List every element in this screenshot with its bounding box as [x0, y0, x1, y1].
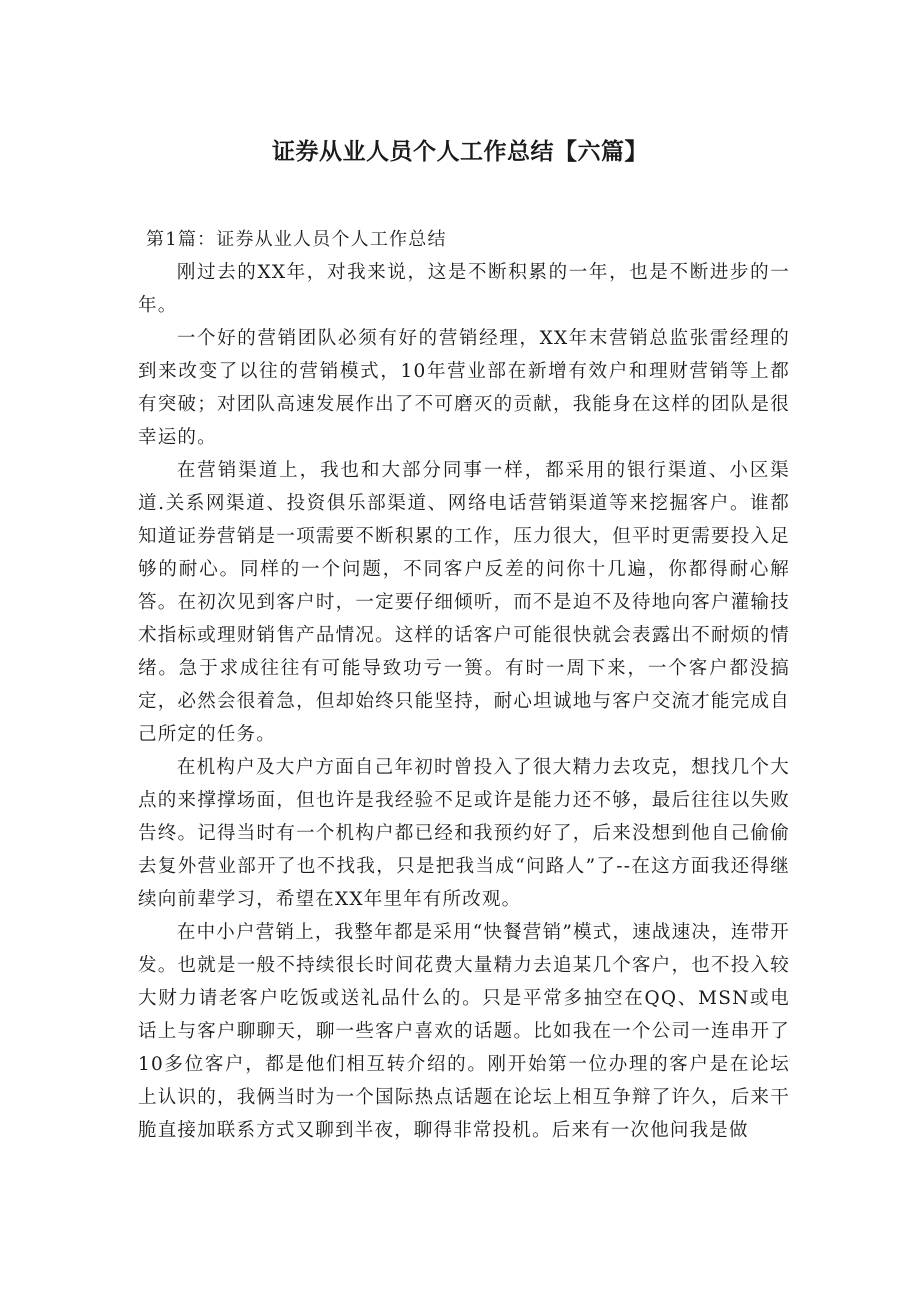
- document-body: [138, 223, 790, 1147]
- paragraph-3: 在营销渠道上，我也和大部分同事一样，都采用的银行渠道、小区渠道.关系网渠道、投资俱乐部渠道、网络电话营销渠道等来挖掘客户。谁都知道证券营销是一项需要不断积累的工作，压力很大，但平时更需要投入足够的耐心。同样的一个问题，不同客户反差的问你十几遍，你都得耐心解答。在初次见到客户时，一定要仔细倾听，而不是迫不及待地向客户灌输技术指标或理财销售产品情况。这样的话客户可能很快就会表露出不耐烦的情绪。急于求成往往有可能导致功亏一篑。有时一周下来，一个客户都没搞定，必然会很着急，但却始终只能坚持，耐心坦诚地与客户交流才能完成自己所定的任务。: [138, 460, 790, 745]
- paragraph-4: 在机构户及大户方面自己年初时曾投入了很大精力去攻克，想找几个大点的来撑撑场面，但也许是我经验不足或许是能力还不够，最后往往以失败告终。记得当时有一个机构户都已经和我预约好了，后来没想到他自己偷偷去复外营业部开了也不找我，只是把我当成“问路人”了--在这方面我还得继续向前辈学习，希望在XX年里年有所改观。: [138, 757, 790, 910]
- paragraph-5: 在中小户营销上，我整年都是采用“快餐营销”模式，速战速决，连带开发。也就是一般不持续很长时间花费大量精力去追某几个客户，也不投入较大财力请老客户吃饭或送礼品什么的。只是平常多抽空在QQ、MSN或电话上与客户聊聊天，聊一些客户喜欢的话题。比如我在一个公司一连串开了10多位客户，都是他们相互转介绍的。刚开始第一位办理的客户是在论坛上认识的，我俩当时为一个国际热点话题在论坛上相互争辩了许久，后来干脆直接加联系方式又聊到半夜，聊得非常投机。后来有一次他问我是做: [138, 922, 790, 1141]
- section-heading: 第1篇：证券从业人员个人工作总结: [146, 229, 447, 250]
- document-title: 证券从业人员个人工作总结【六篇】: [272, 139, 648, 166]
- paragraph-2: 一个好的营销团队必须有好的营销经理，XX年末营销总监张雷经理的到来改变了以往的营销模式，10年营业部在新增有效户和理财营销等上都有突破；对团队高速发展作出了不可磨灭的贡献，我能身在这样的团队是很幸运的。: [138, 328, 790, 448]
- paragraph-1: 刚过去的XX年，对我来说，这是不断积累的一年，也是不断进步的一年。: [138, 262, 790, 316]
